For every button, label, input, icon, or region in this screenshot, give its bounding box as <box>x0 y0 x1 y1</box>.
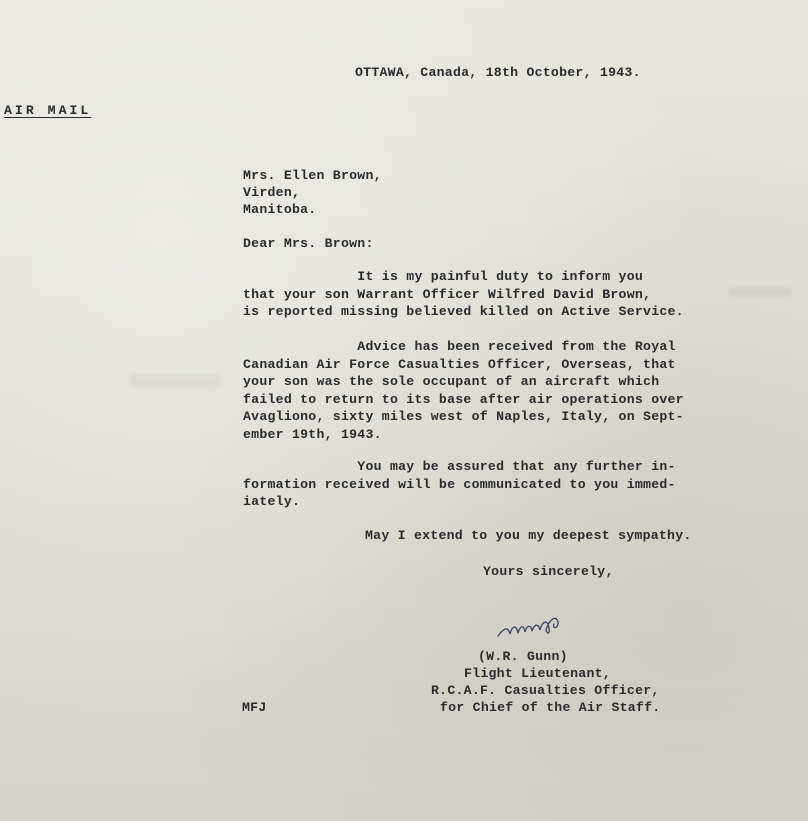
paragraph-line: failed to return to its base after air operations over <box>243 391 684 407</box>
recipient-province: Manitoba. <box>243 202 317 217</box>
signer-name: (W.R. Gunn) <box>478 649 568 664</box>
salutation: Dear Mrs. Brown: <box>243 236 374 251</box>
paragraph-line: is reported missing believed killed on Active Service. <box>243 304 684 319</box>
paragraph-line: It is my painful duty to inform you <box>243 269 644 284</box>
paragraph-line: that your son Warrant Officer Wilfred David Brown, <box>243 286 652 302</box>
paragraph-line: Advice has been received from the Royal <box>243 339 676 354</box>
paper-smudge <box>130 375 220 387</box>
recipient-town: Virden, <box>243 185 301 200</box>
paragraph-line: your son was the sole occupant of an aircraft which <box>243 374 660 389</box>
paragraph-line: You may be assured that any further in- <box>243 459 676 474</box>
paragraph-line: iately. <box>243 494 301 509</box>
air-mail-heading: AIR MAIL <box>4 103 92 118</box>
paragraph-line: Canadian Air Force Casualties Officer, Overseas, that <box>243 356 676 372</box>
signer-on-behalf: for Chief of the Air Staff. <box>440 700 661 715</box>
closing-line: Yours sincerely, <box>483 564 614 579</box>
paragraph-line: ember 19th, 1943. <box>243 426 382 442</box>
recipient-name: Mrs. Ellen Brown, <box>243 168 382 183</box>
paragraph-assurance <box>243 458 676 511</box>
date-line: OTTAWA, Canada, 18th October, 1943. <box>355 65 641 80</box>
sympathy-line: May I extend to you my deepest sympathy. <box>365 528 692 543</box>
paragraph-line: formation received will be communicated to you immed- <box>243 476 676 492</box>
paragraph-line: Avagliono, sixty miles west of Naples, Italy, on Sept- <box>243 409 684 424</box>
signer-title: R.C.A.F. Casualties Officer, <box>431 683 660 698</box>
typist-initials: MFJ <box>242 700 267 715</box>
handwritten-signature <box>494 612 574 642</box>
paragraph-notification <box>243 268 684 321</box>
signer-rank: Flight Lieutenant, <box>464 666 611 681</box>
paragraph-details <box>243 338 684 443</box>
paper-smudge <box>730 288 790 296</box>
